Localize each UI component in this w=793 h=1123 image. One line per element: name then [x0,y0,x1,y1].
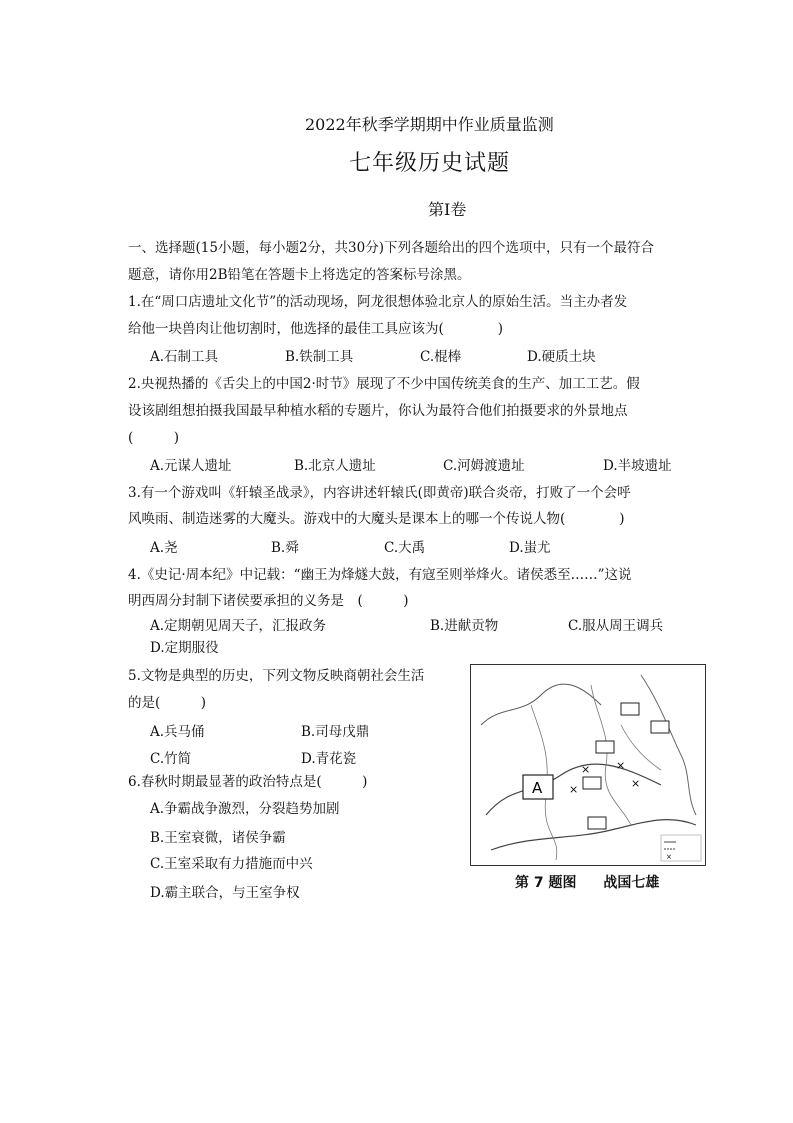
instruction-line-1: 一、选择题(15小题，每小题2分，共30分)下列各题给出的四个选项中，只有一个最符合 [128,240,654,256]
q3-line-1: 3.有一个游戏叫《轩辕圣战录》，内容讲述轩辕氏(即黄帝)联合炎帝，打败了一个会呼 [128,485,631,501]
state-box-5 [588,817,606,829]
warring-states-map [470,664,706,866]
map-caption [515,872,659,892]
battle-marker-4: × [569,783,579,796]
q2-line-2: 设该剧组想拍摄我国最早种植水稻的专题片，你认为最符合他们拍摄要求的外景地点 [128,403,628,419]
map-drawing [471,665,705,865]
q4-line-1: 4.《史记·周本纪》中记载：“幽王为烽燧大鼓，有寇至则举烽火。诸侯悉至……”这说 [128,567,632,583]
q2-line-1: 2.央视热播的《舌尖上的中国2·时节》展现了不少中国传统美食的生产、加工工艺。假 [128,376,640,392]
q3-option-a: A.尧 [150,540,178,556]
q4-option-b: B.进献贡物 [430,618,499,634]
state-box-4 [583,777,601,789]
map-caption-right: 战国七雄 [603,875,660,891]
q1-option-a: A.石制工具 [150,349,219,365]
state-box-1 [621,703,639,715]
exam-title: 2022年秋季学期期中作业质量监测 [305,115,554,134]
volume-label: 第Ⅰ卷 [428,200,467,219]
q4-line-2: 明西周分封制下诸侯要承担的义务是 ( ) [128,593,409,609]
q5-option-d: D.青花瓷 [301,751,357,767]
q3-option-b: B.舜 [271,540,299,556]
q2-option-c: C.河姆渡遗址 [443,458,525,474]
great-wall-line [481,684,601,725]
q6-option-c: C.王室采取有力措施而中兴 [150,856,313,872]
q1-option-c: C.棍棒 [420,349,462,365]
q2-option-b: B.北京人遗址 [294,458,376,474]
q2-line-3: ( ) [128,430,180,446]
q4-option-c: C.服从周王调兵 [568,618,664,634]
legend-battle-marker: × [666,853,672,861]
subject-title: 七年级历史试题 [349,151,511,176]
q6-line-1: 6.春秋时期最显著的政治特点是( ) [128,774,368,790]
q4-option-d: D.定期服役 [150,640,219,656]
q3-line-2: 风唤雨、制造迷雾的大魔头。游戏中的大魔头是课本上的哪一个传说人物( ) [128,511,625,527]
state-box-2 [651,721,669,733]
q5-option-a: A.兵马俑 [150,724,205,740]
battle-marker-3: × [631,777,641,790]
q5-option-b: B.司母戊鼎 [301,724,370,740]
q1-option-d: D.硬质土块 [527,349,596,365]
q5-option-c: C.竹简 [150,751,192,767]
q3-option-d: D.蚩尤 [509,540,551,556]
q5-line-1: 5.文物是典型的历史，下列文物反映商朝社会生活 [128,668,425,684]
q1-line-1: 1.在“周口店遗址文化节”的活动现场，阿龙很想体验北京人的原始生活。当主办者发 [128,294,628,310]
battle-marker-1: × [581,763,591,776]
q1-line-2: 给他一块兽肉让他切割时，他选择的最佳工具应该为( ) [128,321,504,337]
q2-option-d: D.半坡遗址 [603,458,672,474]
instruction-line-2: 题意，请你用2B铅笔在答题卡上将选定的答案标号涂黑。 [128,267,471,283]
q3-option-c: C.大禹 [384,540,426,556]
state-box-3 [596,741,614,753]
q1-option-b: B.铁制工具 [285,349,354,365]
q6-option-a: A.争霸战争激烈，分裂趋势加剧 [150,801,340,817]
state-a-label: A [532,779,543,797]
battle-marker-2: × [616,759,626,772]
coastline [641,675,696,815]
q6-option-b: B.王室衰微，诸侯争霸 [150,830,286,846]
map-caption-left: 第 7 题图 [515,875,577,891]
q6-option-d: D.霸主联合，与王室争权 [150,885,300,901]
q5-line-2: 的是( ) [128,695,207,711]
q4-option-a: A.定期朝见周天子，汇报政务 [150,618,327,634]
q2-option-a: A.元谋人遗址 [150,458,232,474]
